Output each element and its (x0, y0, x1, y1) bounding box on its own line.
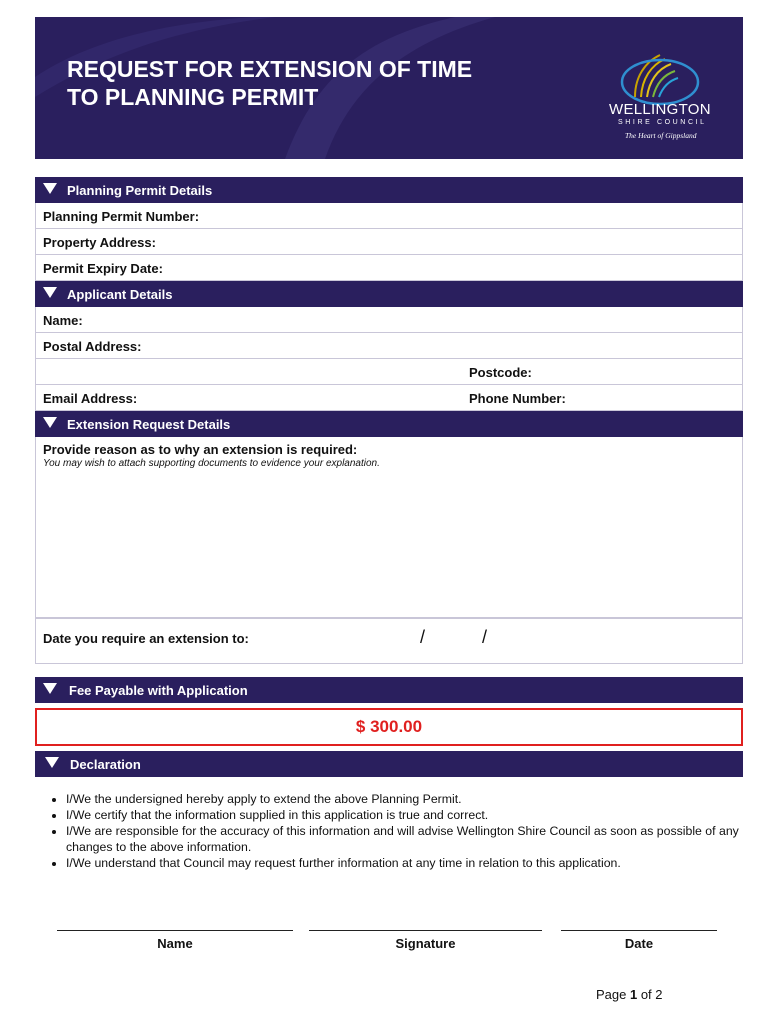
email-phone-row[interactable] (35, 385, 743, 411)
reason-hint: You may wish to attach supporting documents to evidence your explanation. (43, 458, 380, 469)
section-fee-payable[interactable] (35, 677, 743, 703)
section-applicant-details[interactable] (35, 281, 743, 307)
logo-tagline: The Heart of Gippsland (625, 131, 697, 140)
field-label: Planning Permit Number: (43, 209, 200, 224)
date-separator: / (482, 627, 488, 647)
date-signature-line[interactable] (561, 930, 717, 931)
logo-name: WELLINGTON (609, 101, 711, 118)
field-label: Name: (43, 313, 83, 328)
collapse-triangle-icon (43, 287, 57, 298)
reason-textarea[interactable] (35, 437, 743, 618)
permit-number-field[interactable] (35, 203, 743, 229)
extension-date-field[interactable] (35, 618, 743, 664)
date-separator: / (420, 627, 426, 647)
name-caption: Name (157, 936, 193, 951)
declaration-item: • I/We are responsible for the accuracy of this information and will advise Wellington Shire Council as soon as possible of any changes to the above information. (66, 823, 740, 855)
collapse-triangle-icon (45, 757, 59, 768)
reason-label: Provide reason as to why an extension is required: (43, 442, 358, 457)
title-line-2: TO PLANNING PERMIT (67, 84, 319, 110)
section-title: Fee Payable with Application (69, 683, 248, 698)
field-label: Property Address: (43, 235, 156, 250)
phone-label: Phone Number: (469, 391, 566, 406)
title-line-1: REQUEST FOR EXTENSION OF TIME (67, 56, 473, 82)
page-suffix: of 2 (637, 987, 663, 1002)
collapse-triangle-icon (43, 417, 57, 428)
date-caption: Date (624, 936, 654, 951)
postal-address-line-2[interactable] (35, 359, 743, 385)
council-logo-icon (605, 47, 725, 107)
signature-caption: Signature (395, 936, 456, 951)
page-indicator (596, 987, 663, 1002)
page-title (67, 55, 472, 111)
date-label: Date you require an extension to: (43, 631, 249, 646)
fee-amount: $ 300.00 (355, 717, 423, 736)
email-label: Email Address: (43, 391, 138, 406)
declaration-item: • I/We the undersigned hereby apply to extend the above Planning Permit. (66, 791, 740, 807)
name-signature-line[interactable] (57, 930, 293, 931)
postcode-label: Postcode: (469, 365, 532, 380)
postal-address-field[interactable] (35, 333, 743, 359)
section-title: Declaration (70, 757, 141, 772)
section-declaration[interactable] (35, 751, 743, 777)
declaration-item: • I/We understand that Council may request further information at any time in relation to this application. (66, 855, 740, 871)
logo-subtitle: SHIRE COUNCIL (618, 119, 707, 126)
section-planning-permit-details[interactable] (35, 177, 743, 203)
section-extension-request-details[interactable] (35, 411, 743, 437)
property-address-field[interactable] (35, 229, 743, 255)
field-label: Permit Expiry Date: (43, 261, 163, 276)
header-banner (35, 17, 743, 159)
name-field[interactable] (35, 307, 743, 333)
declaration-list (40, 791, 740, 871)
collapse-triangle-icon (43, 683, 57, 694)
collapse-triangle-icon (43, 183, 57, 194)
page-number: 1 (629, 987, 638, 1002)
section-title: Extension Request Details (67, 417, 231, 432)
declaration-item: • I/We certify that the information supplied in this application is true and correct. (66, 807, 740, 823)
page-prefix: Page (596, 987, 630, 1002)
section-title: Applicant Details (67, 287, 173, 302)
signature-line[interactable] (309, 930, 542, 931)
field-label: Postal Address: (43, 339, 142, 354)
fee-amount-box (35, 708, 743, 746)
section-title: Planning Permit Details (67, 183, 213, 198)
permit-expiry-date-field[interactable] (35, 255, 743, 281)
